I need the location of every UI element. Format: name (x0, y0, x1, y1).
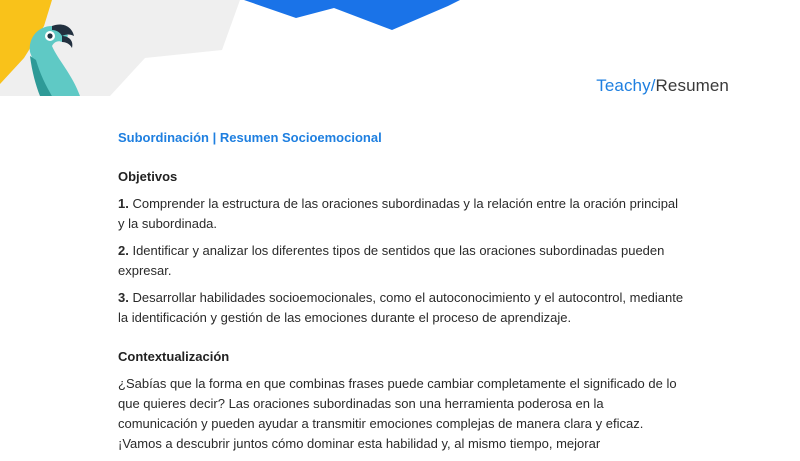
objective-item (118, 194, 684, 234)
document-title: Subordinación | Resumen Socioemocional (118, 130, 382, 145)
blue-shape (244, 0, 460, 30)
context-heading: Contextualización (118, 349, 230, 364)
objective-number: 3. (118, 290, 129, 305)
objective-number: 2. (118, 243, 129, 258)
objective-item (118, 241, 684, 281)
brand-breadcrumb (596, 76, 729, 96)
objectives-heading: Objetivos (118, 169, 178, 184)
section-gap (118, 335, 684, 349)
objective-text: Desarrollar habilidades socioemocionales, como el autoconocimiento y el autocontrol, mediante la identificación y gestión de las emociones durante el proceso de aprendizaje. (118, 290, 684, 325)
brand-name[interactable]: Teachy (596, 76, 651, 95)
objective-number: 1. (118, 196, 129, 211)
document-body (118, 130, 684, 461)
objective-text: Identificar y analizar los diferentes tipos de sentidos que las oraciones subordinadas pueden expresar. (118, 243, 665, 278)
breadcrumb-separator: / (650, 76, 656, 95)
objective-text: Comprender la estructura de las oraciones subordinadas y la relación entre la oración principal y la subordinada. (118, 196, 679, 231)
breadcrumb-section[interactable]: Resumen (655, 76, 729, 95)
objective-item (118, 288, 684, 328)
context-paragraph: ¿Sabías que la forma en que combinas frases puede cambiar completamente el significado de lo que quieres decir? Las oraciones subordinadas son una herramienta poderosa en la comunicación y pueden ayudar a transmitir emociones complejas de manera clara y eficaz. ¡Vamos a descubrir juntos cómo dominar esta habilidad y, al mismo tiempo, mejorar (118, 376, 677, 451)
